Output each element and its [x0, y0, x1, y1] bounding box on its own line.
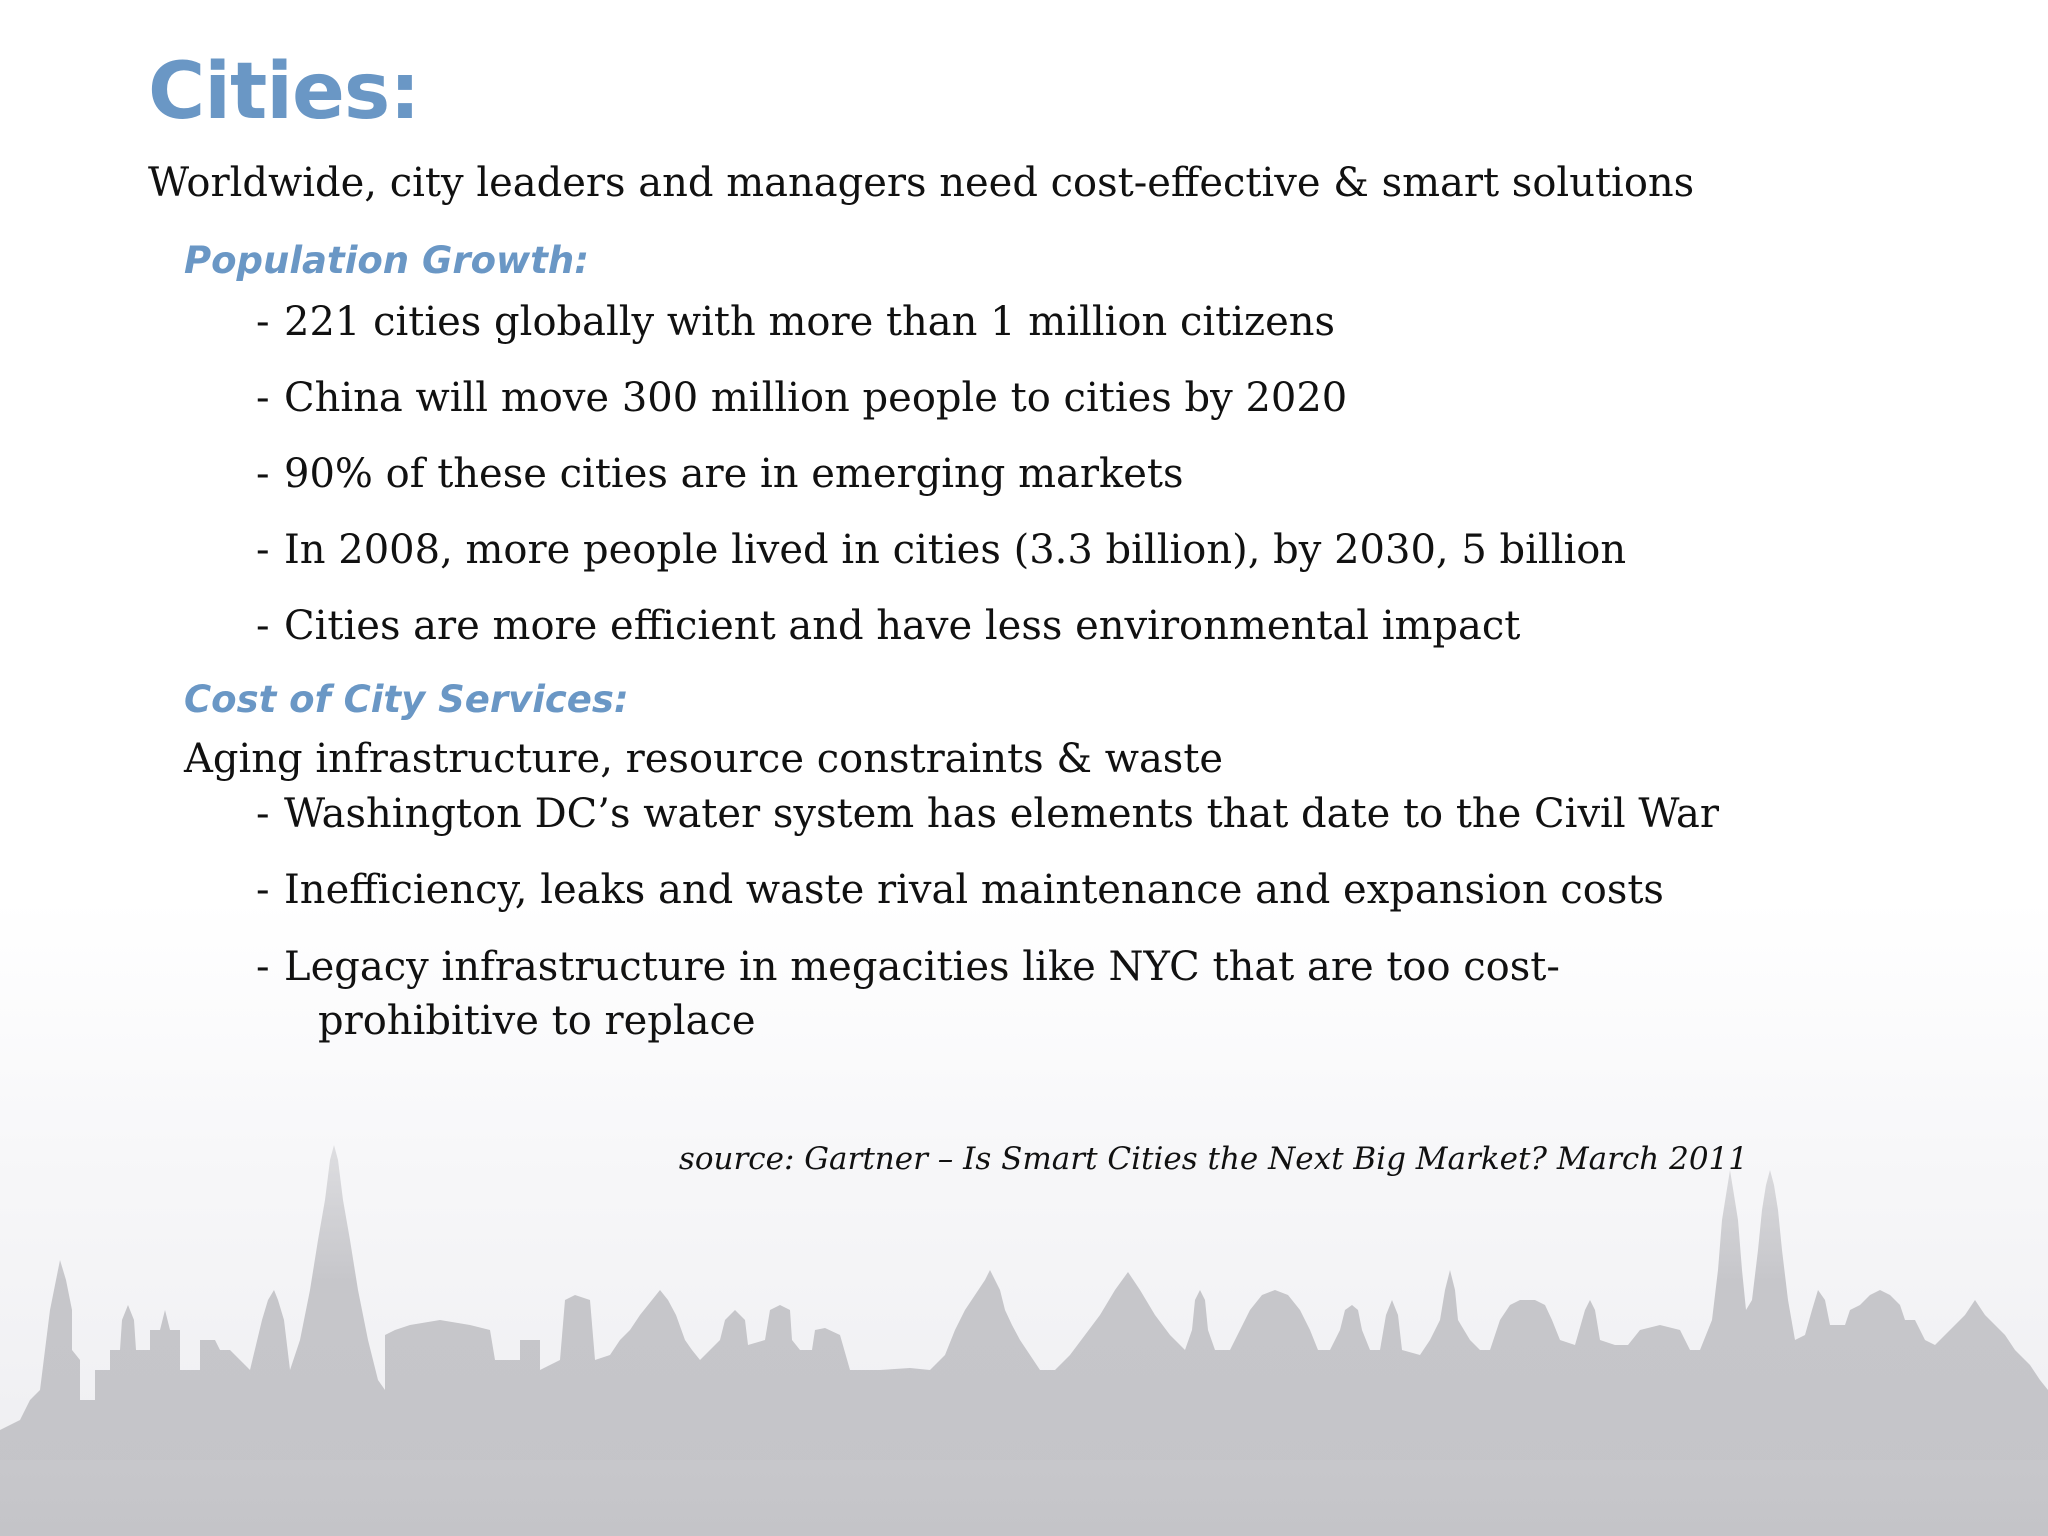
population-bullet	[256, 599, 1520, 653]
bullet-text: prohibitive to replace	[318, 998, 756, 1044]
cost-bullet	[256, 940, 1560, 994]
population-bullet	[256, 523, 1626, 577]
bullet-marker: -	[256, 944, 270, 990]
bullet-text: Inefficiency, leaks and waste rival maintenance and expansion costs	[284, 867, 1664, 913]
bullet-text: Washington DC’s water system has elements that date to the Civil War	[284, 791, 1719, 837]
population-growth-heading: Population Growth:	[184, 239, 590, 282]
bullet-marker: -	[256, 299, 270, 345]
cost-of-city-services-heading: Cost of City Services:	[184, 678, 629, 721]
bullet-text: Legacy infrastructure in megacities like NYC that are too cost-	[284, 944, 1560, 990]
bullet-marker: -	[256, 867, 270, 913]
cost-bullet	[256, 863, 1664, 917]
cost-intro: Aging infrastructure, resource constraints & waste	[184, 736, 1224, 782]
population-bullet	[256, 447, 1184, 501]
bullet-marker: -	[256, 375, 270, 421]
bullet-marker: -	[256, 527, 270, 573]
bullet-marker: -	[256, 603, 270, 649]
slide-title: Cities:	[148, 47, 420, 137]
bullet-text: Cities are more efficient and have less environmental impact	[284, 603, 1521, 649]
bullet-text: In 2008, more people lived in cities (3.3 billion), by 2030, 5 billion	[284, 527, 1627, 573]
bullet-text: 221 cities globally with more than 1 million citizens	[284, 299, 1336, 345]
bullet-text: 90% of these cities are in emerging markets	[284, 451, 1184, 497]
population-bullet	[256, 371, 1347, 425]
bullet-marker: -	[256, 791, 270, 837]
intro-statement: Worldwide, city leaders and managers need cost-effective & smart solutions	[148, 160, 1695, 206]
population-bullet	[256, 295, 1335, 349]
bullet-text: China will move 300 million people to cities by 2020	[284, 375, 1348, 421]
cost-bullet	[256, 787, 1719, 841]
source-citation: source: Gartner – Is Smart Cities the Next Big Market? March 2011	[678, 1141, 1748, 1177]
bullet-marker: -	[256, 451, 270, 497]
cost-bullet-continuation	[318, 994, 756, 1048]
